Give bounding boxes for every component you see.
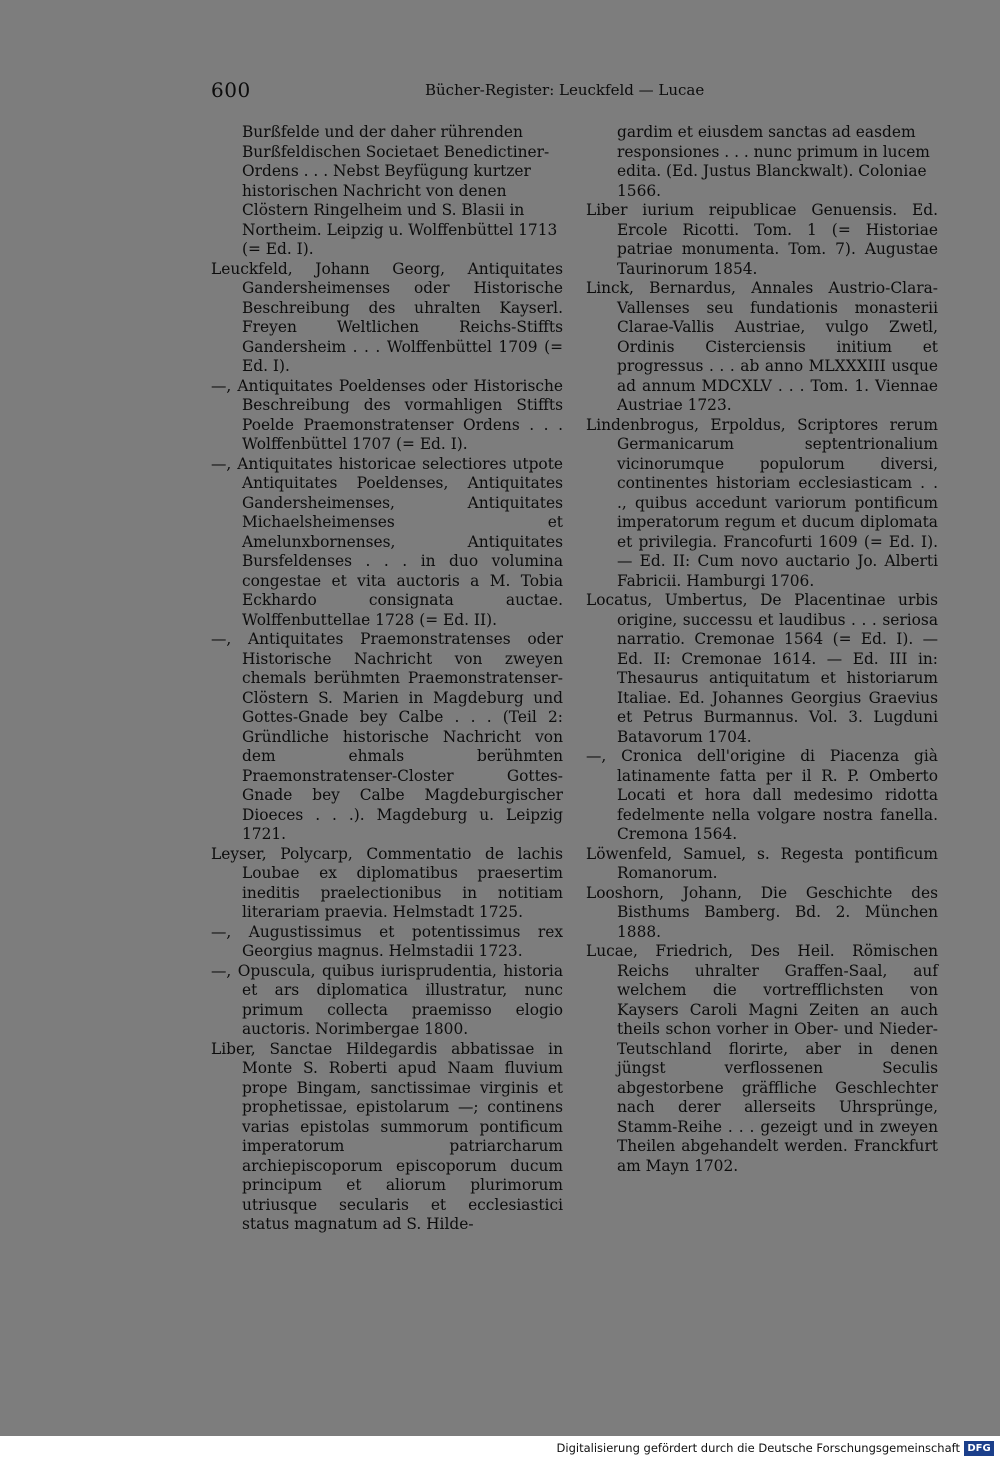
register-entry: —, Antiquitates Poeldenses oder Historische Beschreibung des vormahligen Stiffts Poelde Praemonstratenser Ordens . . . Wolffenbüttel 1707 (= Ed. I). xyxy=(211,376,563,453)
funding-notice: Digitalisierung gefördert durch die Deutsche Forschungsgemeinschaft xyxy=(556,1441,960,1455)
register-entry: —, Opuscula, quibus iurisprudentia, historia et ars diplomatica illustratur, nunc primum collecta praemisso elogio auctoris. Norimbergae 1800. xyxy=(211,961,563,1038)
register-entry: —, Antiquitates historicae selectiores utpote Antiquitates Poeldenses, Antiquitates Gandersheimenses, Antiquitates Michaelsheimenses et Amelunxbornenses, Antiquitates Bursfeldenses . . . in duo volumina congestae et vita auctoris a M. Tobia Eckhardo consignata auctae. Wolffenbuttellae 1728 (= Ed. II). xyxy=(211,454,563,629)
running-title: Bücher-Register: Leuckfeld — Lucae xyxy=(425,81,705,99)
footer-bar xyxy=(0,1436,1000,1462)
register-entry: Burßfelde und der daher rührenden Burßfeldischen Societaet Benedictiner-Ordens . . . Nebst Beyfügung kurtzer historischen Nachricht von denen Clöstern Ringelheim und S. Blasii in Northeim. Leipzig u. Wolffenbüttel 1713 (= Ed. I). xyxy=(242,123,558,258)
register-entry: gardim et eiusdem sanctas ad easdem responsiones . . . nunc primum in lucem edita. (Ed. Justus Blanckwalt). Coloniae 1566. xyxy=(617,123,930,200)
register-entry: Linck, Bernardus, Annales Austrio-Clara-Vallenses seu fundationis monasterii Clarae-Vallis Austriae, vulgo Zwetl, Ordinis Cisterciensis initium et progressus . . . ab anno MLXXXIII usque ad annum MDCXLV . . . Tom. 1. Viennae Austriae 1723. xyxy=(586,279,938,414)
register-entry: Locatus, Umbertus, De Placentinae urbis origine, successu et laudibus . . . seriosa narratio. Cremonae 1564 (= Ed. I). — Ed. II: Cremonae 1614. — Ed. III in: Thesaurus antiquitatum et historiarum Italiae. Ed. Johannes Georgius Graevius et Petrus Burmannus. Vol. 3. Lugduni Batavorum 1704. xyxy=(586,591,938,746)
register-entry: Löwenfeld, Samuel, s. Regesta pontificum Romanorum. xyxy=(586,844,938,882)
register-entry: Liber, Sanctae Hildegardis abbatissae in Monte S. Roberti apud Naam fluvium prope Bingam, sanctissimae virginis et prophetissae, epistolarum —; continens varias epistolas summorum pontificum imperatorum patriarcharum archiepiscoporum episcoporum ducum principum et aliorum plurimorum utriusque secularis et ecclesiastici status magnatum ad S. Hilde- xyxy=(211,1039,563,1233)
page-number: 600 xyxy=(211,78,251,102)
left-column xyxy=(211,123,563,1235)
register-entry: —, Cronica dell'origine di Piacenza già latinamente fatta per il R. P. Omberto Locati et hora dall medesimo ridotta fedelmente nella volgare nostra fanella. Cremona 1564. xyxy=(586,747,938,843)
register-entry: Looshorn, Johann, Die Geschichte des Bisthums Bamberg. Bd. 2. München 1888. xyxy=(586,883,938,941)
register-entry: —, Augustissimus et potentissimus rex Georgius magnus. Helmstadii 1723. xyxy=(211,922,563,960)
register-entry: Liber iurium reipublicae Genuensis. Ed. Ercole Ricotti. Tom. 1 (= Historiae patriae monumenta. Tom. 7). Augustae Taurinorum 1854. xyxy=(586,201,938,278)
right-column xyxy=(586,123,938,1176)
register-entry: Leuckfeld, Johann Georg, Antiquitates Gandersheimenses oder Historische Beschreibung des uhralten Kayserl. Freyen Weltlichen Reichs-Stiffts Gandersheim . . . Wolffenbüttel 1709 (= Ed. I). xyxy=(211,259,563,375)
register-entry: Lindenbrogus, Erpoldus, Scriptores rerum Germanicarum septentrionalium vicinorumque populorum diversi, continentes historiam ecclesiasticam . . ., quibus accedunt variorum pontificum imperatorum regum et ducum diplomata et privilegia. Francofurti 1609 (= Ed. I). — Ed. II: Cum novo auctario Jo. Alberti Fabricii. Hamburgi 1706. xyxy=(586,415,938,590)
register-entry: Lucae, Friedrich, Des Heil. Römischen Reichs uhralter Graffen-Saal, auf welchem die vortrefflichsten von Kaysers Caroli Magni Zeiten an auch theils schon vorher in Ober- und Nieder-Teutschland florirte, aber in denen jüngst verflossenen Seculis abgestorbene gräffliche Geschlechter nach derer allerseits Uhrsprünge, Stamm-Reihe . . . gezeigt und in zweyen Theilen abgehandelt werden. Franckfurt am Mayn 1702. xyxy=(586,942,938,1175)
register-entry: Leyser, Polycarp, Commentatio de lachis Loubae ex diplomatibus praesertim ineditis praelectionibus in notitiam literariam praevia. Helmstadt 1725. xyxy=(211,844,563,921)
register-entry: —, Antiquitates Praemonstratenses oder Historische Nachricht von zweyen chemals berühmten Praemonstratenser-Clöstern S. Marien in Magdeburg und Gottes-Gnade bey Calbe . . . (Teil 2: Gründliche historische Nachricht von dem ehmals berühmten Praemonstratenser-Closter Gottes-Gnade bey Calbe Magdeburgischer Dioeces . . .). Magdeburg u. Leipzig 1721. xyxy=(211,630,563,843)
page-header xyxy=(0,78,1000,102)
dfg-logo: DFG xyxy=(964,1441,994,1456)
